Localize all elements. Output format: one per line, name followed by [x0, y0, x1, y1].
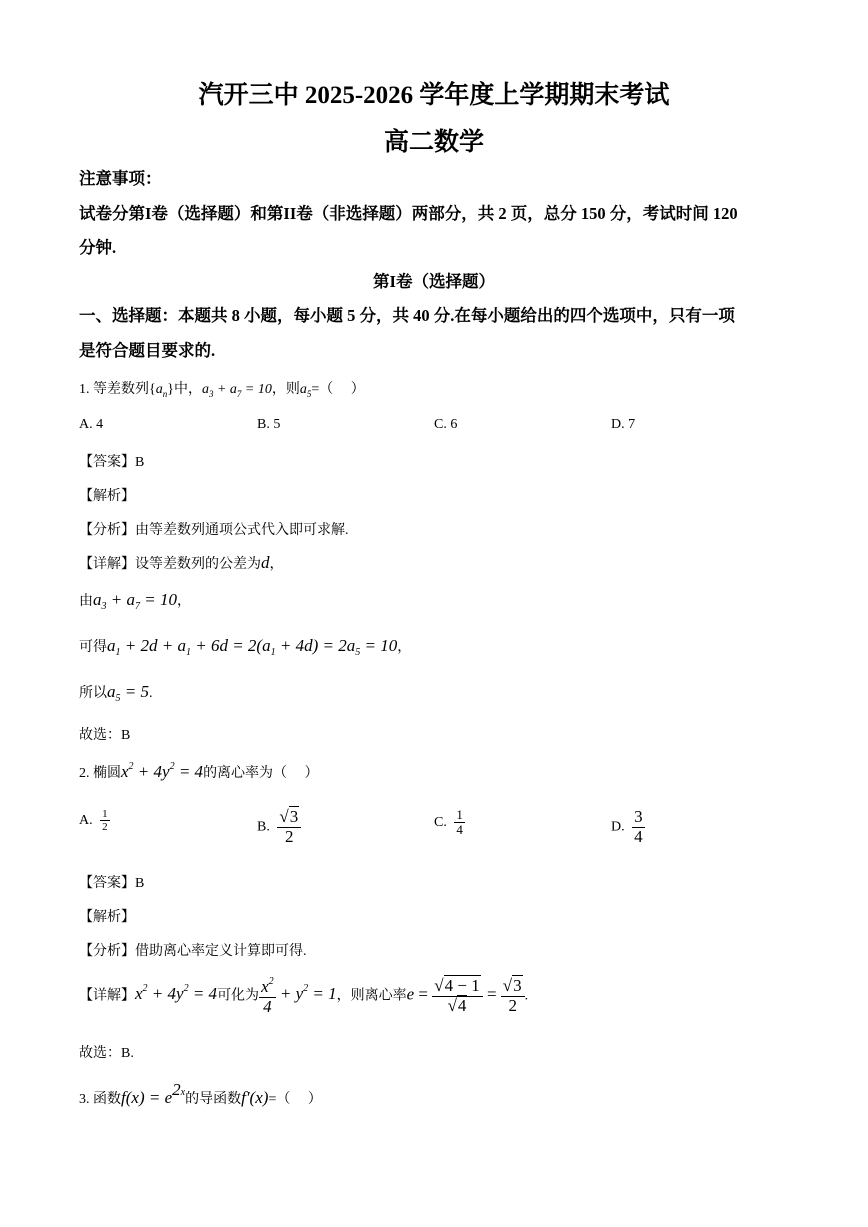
q2-prefix: 2. 椭圆: [79, 766, 121, 781]
part-title: 第I卷（选择题）: [373, 272, 495, 291]
q2-detail-prefix: 【详解】: [79, 988, 135, 1004]
q2-option-b-label: B.: [257, 819, 270, 835]
q2-detail-frac: $\frac{x^2}{4}$: [261, 976, 274, 1016]
question-3-stem: [79, 1080, 322, 1108]
q1-detail-var: d: [261, 553, 270, 572]
exam-title: 汽开三中 2025-2026 学年度上学期期末考试: [198, 82, 670, 109]
section-instructions-2: 是符合题目要求的.: [79, 341, 216, 360]
q2-fenxi: 【分析】借助离心率定义计算即可得.: [79, 944, 307, 959]
q1-condition-math: $a_3 + a_7 = 10$: [201, 382, 272, 399]
q2-suffix: 的离心率为（ ）: [203, 766, 319, 781]
q1-suffix: =（ ）: [311, 382, 365, 397]
q2-option-d-label: D.: [611, 819, 625, 835]
q2-detail-eq2: + $y^2 = 1$: [275, 983, 337, 1004]
q1-mid2: ，则: [271, 382, 300, 397]
q2-detail-mid2: ，则离心率: [336, 988, 407, 1004]
q2-option-a-label: A.: [79, 812, 93, 828]
q1-step2-prefix: 可得: [79, 640, 107, 655]
q1-prefix: 1. 等差数列: [79, 382, 149, 397]
q3-mid: 的导函数: [185, 1092, 242, 1107]
q1-step-3: 所以$a_5 = 5$.: [79, 682, 153, 704]
q2-option-a: [79, 808, 110, 833]
q1-step3-prefix: 所以: [79, 686, 107, 701]
notice-line-1: 试卷分第I卷（选择题）和第II卷（非选择题）两部分，共 2 页，总分 150 分，考试时间 120: [79, 204, 738, 223]
q2-answer: 【答案】B: [79, 876, 145, 891]
q1-sequence-math: $\{a_n\}$: [149, 382, 174, 399]
q2-ecc-frac: $\frac{√4 - 1}{√4}$: [432, 977, 482, 1015]
q3-suffix: =（ ）: [268, 1092, 322, 1107]
q3-function-math: $f(x) = e^{2x}$: [121, 1080, 186, 1107]
q2-option-c-label: C.: [434, 815, 447, 831]
q2-detail-eq: $x^2 + 4y^2 = 4$: [135, 983, 218, 1004]
q2-conclusion: 故选：B.: [79, 1046, 134, 1061]
q3-prefix: 3. 函数: [79, 1092, 121, 1107]
q2-option-a-value: $\frac{1}{2}$: [102, 808, 108, 834]
q1-step-1: 由$a_3 + a_7 = 10$，: [79, 590, 191, 612]
q1-option-b: B. 5: [257, 417, 281, 432]
q3-derivative-math: f′(x): [241, 1088, 269, 1107]
q1-step-2: 可得$a_1 + 2d + a_1 + 6d = 2(a_1 + 4d) = 2a_5 = 10$，: [79, 636, 412, 658]
section-instructions-1: 一、选择题：本题共 8 小题，每小题 5 分，共 40 分.在每小题给出的四个选项中，只有一项: [79, 306, 735, 325]
q2-ecc-result: $\frac{√3}{2}$: [501, 977, 525, 1015]
q2-option-c: [434, 808, 465, 838]
q2-detail-mid1: 可化为: [217, 988, 260, 1004]
q1-option-c: C. 6: [434, 417, 458, 432]
exam-subject: 高二数学: [383, 129, 484, 156]
question-2-stem: [79, 761, 319, 782]
q1-detail-prefix: 【详解】设等差数列的公差为: [79, 557, 261, 572]
q1-target-math: $a_5$: [299, 382, 312, 399]
q1-step2-math: $a_1 + 2d + a_1 + 6d = 2(a_1 + 4d) = 2a_5 = 10$: [107, 636, 398, 658]
q1-answer: 【答案】B: [79, 455, 145, 470]
notice-heading: 注意事项：: [79, 169, 162, 188]
q1-fenxi: 【分析】由等差数列通项公式代入即可求解.: [79, 523, 349, 538]
q2-option-b: [257, 808, 301, 846]
q2-option-b-value: $\frac{√3}{2}$: [277, 808, 301, 846]
q1-detail: [79, 553, 284, 573]
question-1-stem: [79, 378, 365, 399]
q2-ecc-var: e: [406, 984, 415, 1004]
q2-option-d: [611, 808, 645, 846]
q1-detail-suffix: ，: [269, 557, 284, 572]
q1-conclusion: 故选：B: [79, 728, 131, 743]
q1-step1-prefix: 由: [79, 594, 93, 609]
q2-ellipse-math: $x^2 + 4y^2 = 4$: [121, 761, 204, 781]
notice-line-2: 分钟.: [79, 238, 117, 257]
q2-detail: 【详解】$x^2 + 4y^2 = 4$可化为 $\frac{x^2}{4}$ + $y^2 = 1$，则离心率e = $\frac{√4 - 1}{√4}$ = $\frac{√3}{2}$ .: [79, 976, 529, 1016]
q1-option-a: A. 4: [79, 417, 104, 432]
q1-step3-math: $a_5 = 5$: [107, 682, 149, 704]
q1-analysis-label: 【解析】: [79, 489, 135, 504]
q1-option-d: D. 7: [611, 417, 636, 432]
q2-analysis-label: 【解析】: [79, 910, 135, 925]
q1-mid1: 中，: [173, 382, 202, 397]
q2-option-c-value: $\frac{1}{4}$: [456, 807, 463, 838]
q2-option-d-value: $\frac{3}{4}$: [634, 807, 643, 846]
q1-step1-math: $a_3 + a_7 = 10$: [93, 590, 177, 612]
